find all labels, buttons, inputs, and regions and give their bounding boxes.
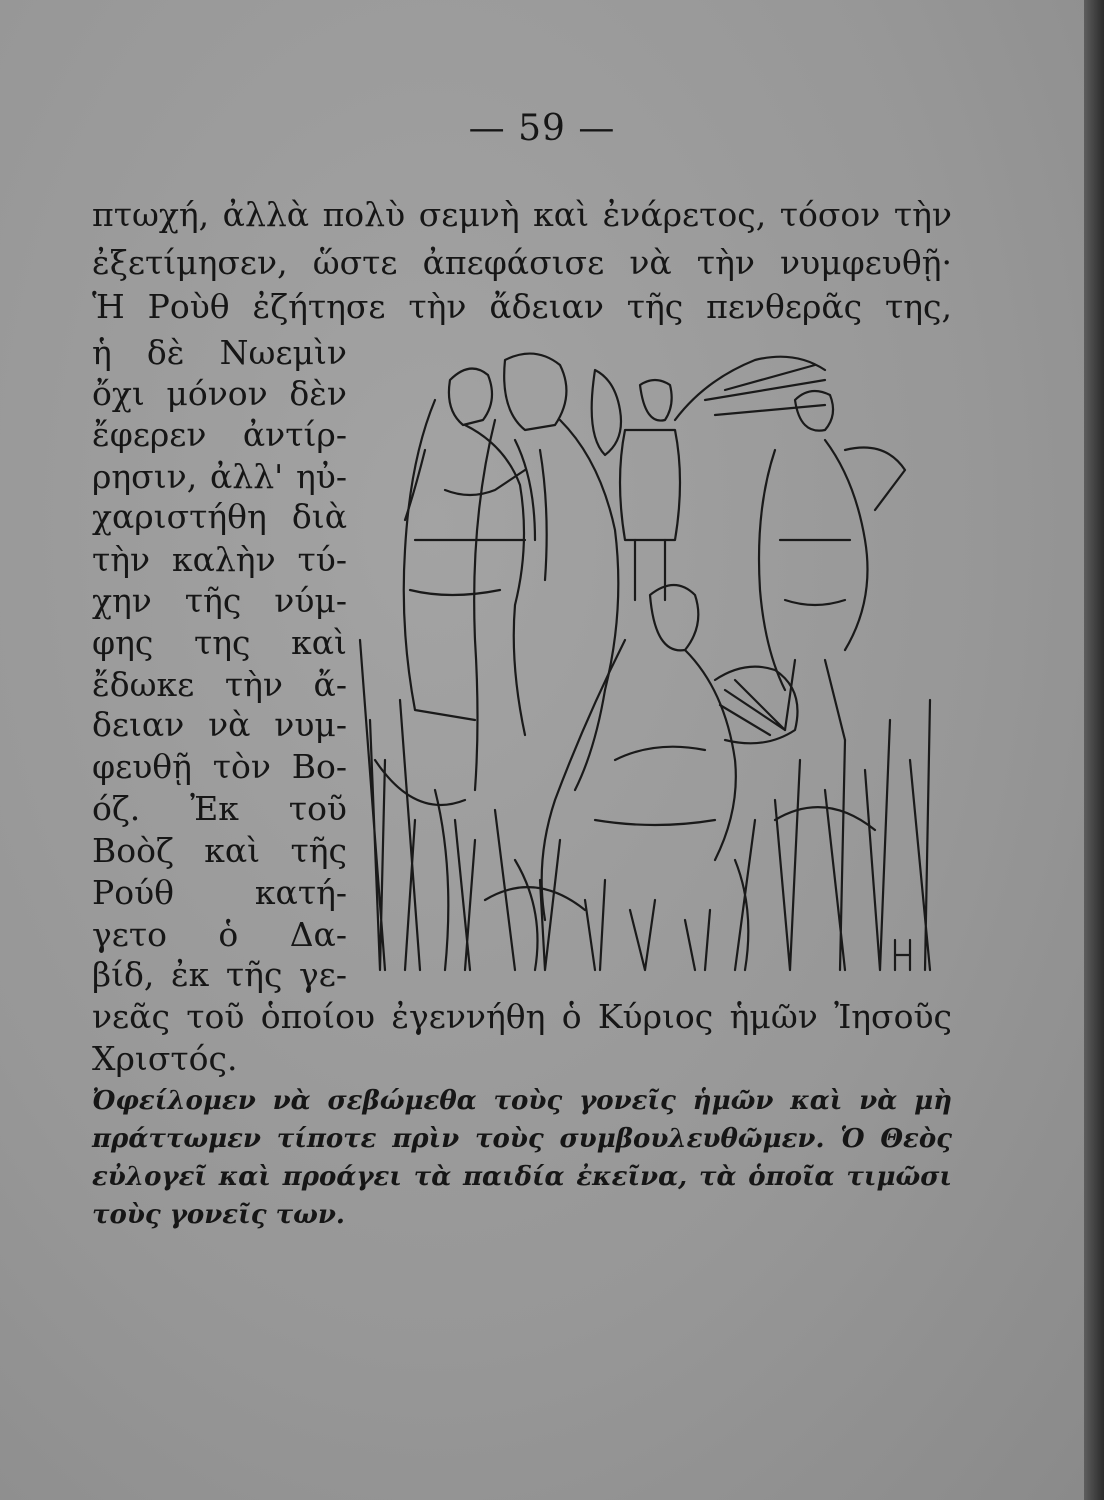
- moral-paragraph: Ὀφείλομεν νὰ σεβώμεθα τοὺς γονεῖς ἡμῶν καὶ νὰ μὴ πράττωμεν τίποτε πρὶν τοὺς συμβουλευθῶμεν. Ὁ Θεὸς εὐλογεῖ καὶ προάγει τὰ παιδία ἐκεῖνα, τὰ ὁποῖα τιμῶσι τοὺς γονεῖς των.: [92, 1086, 952, 1230]
- text-line: ἐξετίμησεν, ὥστε ἀπεφάσισε νὰ τὴν νυμφευθῇ·: [92, 243, 952, 282]
- column-line: Ρούθ κατή-: [92, 873, 347, 912]
- column-line: ἡ δὲ Νωεμὶν: [92, 333, 347, 372]
- column-line: χαριστήθη διὰ: [92, 497, 347, 536]
- column-line: ἔφερεν ἀντίρ-: [92, 415, 347, 454]
- text-line: νεᾶς τοῦ ὁποίου ἐγεννήθη ὁ Κύριος ἡμῶν Ἰησοῦς: [92, 997, 952, 1036]
- page-edge: [1084, 0, 1104, 1500]
- column-line: φης της καὶ: [92, 623, 347, 662]
- illustration-drawing: [355, 340, 945, 980]
- column-line: φευθῇ τὸν Βο-: [92, 747, 347, 786]
- column-line: γετο ὁ Δα-: [92, 915, 347, 954]
- page-number: — 59 —: [468, 108, 616, 149]
- text-line: πτωχή, ἀλλὰ πολὺ σεμνὴ καὶ ἐνάρετος, τόσον τὴν: [92, 195, 952, 234]
- column-line: ρησιν, ἀλλ' ηὐ-: [92, 457, 347, 496]
- text-line: Ἡ Ροὺθ ἐζήτησε τὴν ἄδειαν τῆς πενθερᾶς της,: [92, 287, 952, 326]
- ruth-gleaning-illustration: [355, 340, 945, 980]
- column-line: ὄχι μόνον δὲν: [92, 374, 347, 413]
- column-line: τὴν καλὴν τύ-: [92, 540, 347, 579]
- column-line: χην τῆς νύμ-: [92, 581, 347, 620]
- column-line: όζ. Ἐκ τοῦ: [92, 789, 347, 828]
- column-line: βίδ, ἐκ τῆς γε-: [92, 955, 347, 994]
- column-line: ἔδωκε τὴν ἄ-: [92, 665, 347, 704]
- column-line: δειαν νὰ νυμ-: [92, 705, 347, 744]
- text-line: Χριστός.: [92, 1039, 238, 1078]
- column-line: Βοὸζ καὶ τῆς: [92, 831, 347, 870]
